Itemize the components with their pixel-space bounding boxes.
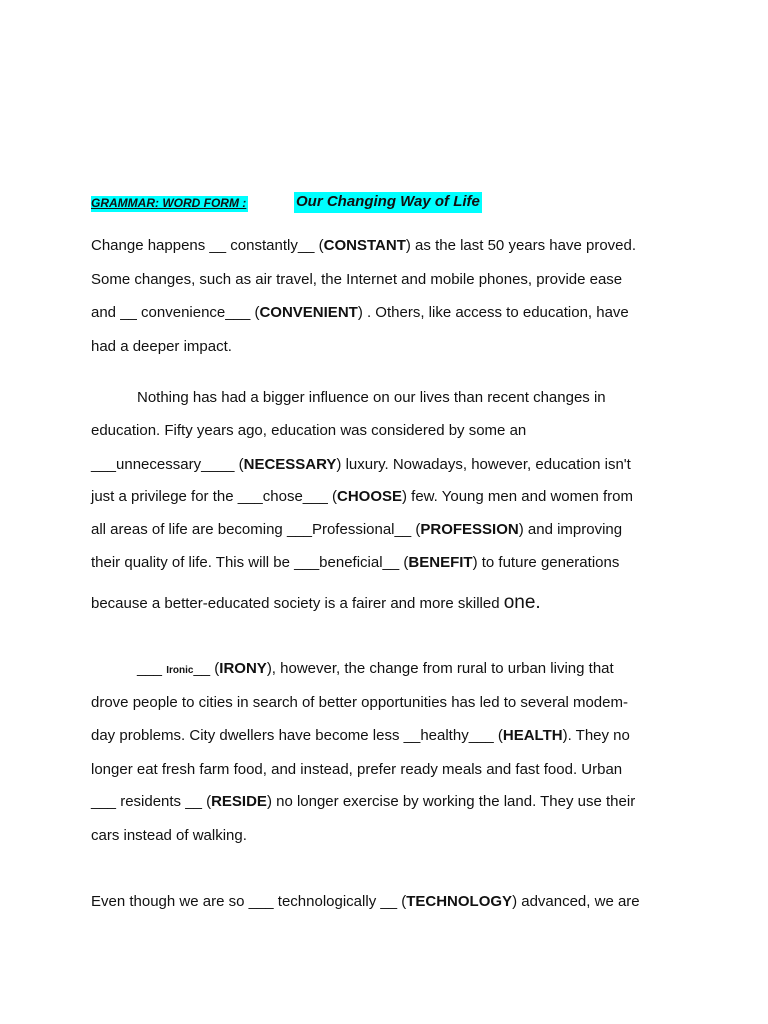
text-line: ___ residents __ (RESIDE) no longer exercise by working the land. They use their <box>91 793 636 810</box>
text-line: Some changes, such as air travel, the Internet and mobile phones, provide ease <box>91 271 623 288</box>
text-line: Even though we are so ___ technologically __ (TECHNOLOGY) advanced, we are <box>91 893 640 910</box>
text-line: their quality of life. This will be ___beneficial__ (BENEFIT) to future generations <box>91 554 620 571</box>
text-line: cars instead of walking. <box>91 827 247 844</box>
text-line: had a deeper impact. <box>91 338 232 355</box>
text-line: and __ convenience___ (CONVENIENT) . Others, like access to education, have <box>91 304 629 321</box>
text-line: ___unnecessary____ (NECESSARY) luxury. Nowadays, however, education isn't <box>91 456 631 473</box>
text-line: Nothing has had a bigger influence on our lives than recent changes in <box>137 389 606 406</box>
section-label: GRAMMAR: WORD FORM : <box>91 196 247 210</box>
text-line: day problems. City dwellers have become less __healthy___ (HEALTH). They no <box>91 727 630 744</box>
text-line: ___ Ironic__ (IRONY), however, the change from rural to urban living that <box>137 660 614 677</box>
text-line: Change happens __ constantly__ (CONSTANT) as the last 50 years have proved. <box>91 237 637 254</box>
text-line: drove people to cities in search of better opportunities has led to several modem- <box>91 694 628 711</box>
text-line: because a better-educated society is a fairer and more skilled one. <box>91 592 541 613</box>
text-line: longer eat fresh farm food, and instead, prefer ready meals and fast food. Urban <box>91 761 623 778</box>
text-line: all areas of life are becoming ___Professional__ (PROFESSION) and improving <box>91 521 623 538</box>
text-line: education. Fifty years ago, education was considered by some an <box>91 422 527 439</box>
text-line: just a privilege for the ___chose___ (CHOOSE) few. Young men and women from <box>91 488 633 505</box>
worksheet-title: Our Changing Way of Life <box>294 192 482 213</box>
